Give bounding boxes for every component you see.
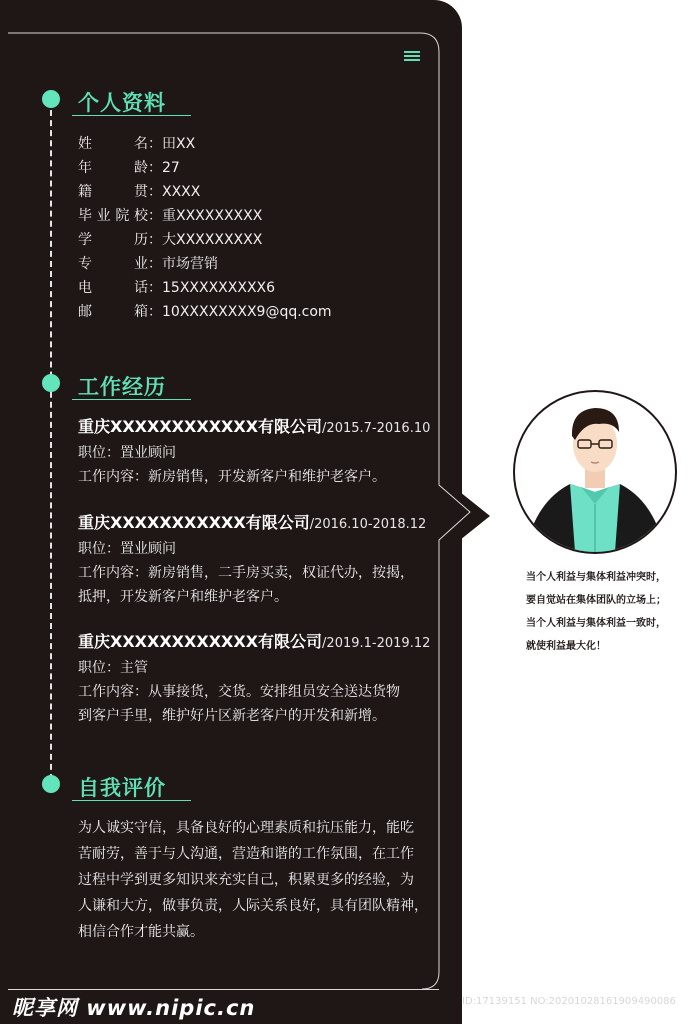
avatar-illustration (515, 392, 675, 552)
section-title-self: 自我评价 (78, 776, 166, 800)
self-evaluation: 为人诚实守信，具备良好的心理素质和抗压能力，能吃 苦耐劳，善于与人沟通，营造和谐的工作氛围，在工作 过程中学到更多知识来充实自己，积累更多的经验，为 人谦和大方，做事负责，人际关系良好，具有团队精神， 相信合作才能共赢。 (78, 820, 428, 940)
timeline-dot (42, 90, 60, 108)
job-content: 工作内容：新房销售，开发新客户和维护老客户。 (78, 469, 386, 485)
job-period: /2015.7-2016.10 (322, 421, 431, 436)
info-row: 年龄：27 (78, 160, 180, 176)
info-row: 邮箱：10XXXXXXXX9@qq.com (78, 304, 332, 320)
section-underline (72, 399, 191, 400)
timeline-dot (42, 374, 60, 392)
job-position: 职位：主管 (78, 660, 148, 676)
info-row: 籍贯：XXXX (78, 184, 201, 200)
watermark-logo: 昵享网 www.nipic.cn (12, 996, 256, 1020)
section-underline (72, 800, 191, 801)
section-title-profile: 个人资料 (78, 91, 166, 115)
job-position: 职位：置业顾问 (78, 445, 176, 461)
job-company: 重庆XXXXXXXXXXXX有限公司 (78, 417, 323, 436)
timeline (50, 100, 52, 790)
job-period: /2016.10-2018.12 (309, 517, 427, 532)
section-underline (72, 115, 191, 116)
job-position: 职位：置业顾问 (78, 541, 176, 557)
job-company: 重庆XXXXXXXXXXXX有限公司 (78, 632, 323, 651)
job-company: 重庆XXXXXXXXXXX有限公司 (78, 513, 310, 532)
info-row: 姓名：田XX (78, 136, 196, 152)
info-row: 专业：市场营销 (78, 256, 218, 272)
avatar (513, 390, 677, 554)
job-entry (78, 630, 430, 728)
timeline-dot (42, 775, 60, 793)
job-entry (78, 415, 430, 489)
job-content: 抵押，开发新客户和维护老客户。 (78, 589, 288, 605)
menu-icon[interactable] (404, 51, 420, 63)
section-title-work: 工作经历 (78, 375, 166, 399)
info-row: 学历：大XXXXXXXXX (78, 232, 263, 248)
job-period: /2019.1-2019.12 (322, 636, 431, 651)
bottom-divider (8, 989, 439, 990)
info-row: 电话：15XXXXXXXXX6 (78, 280, 276, 296)
job-entry (78, 511, 426, 609)
job-content: 工作内容：新房销售，二手房买卖，权证代办，按揭， (78, 565, 414, 581)
profile-info (78, 132, 332, 324)
job-content: 工作内容：从事接货，交货。安排组员安全送达货物 (78, 684, 400, 700)
quote-text: 当个人利益与集体利益冲突时， 要自觉站在集体团队的立场上； 当个人利益与集体利益一致时， 就使利益最大化！ (526, 572, 666, 652)
watermark-id: ID:17139151 NO:20201028161909490086 (462, 996, 676, 1007)
job-content: 到客户手里，维护好片区新老客户的开发和新增。 (78, 708, 386, 724)
info-row: 毕业院校：重XXXXXXXXX (78, 208, 263, 224)
speech-notch (460, 492, 490, 540)
